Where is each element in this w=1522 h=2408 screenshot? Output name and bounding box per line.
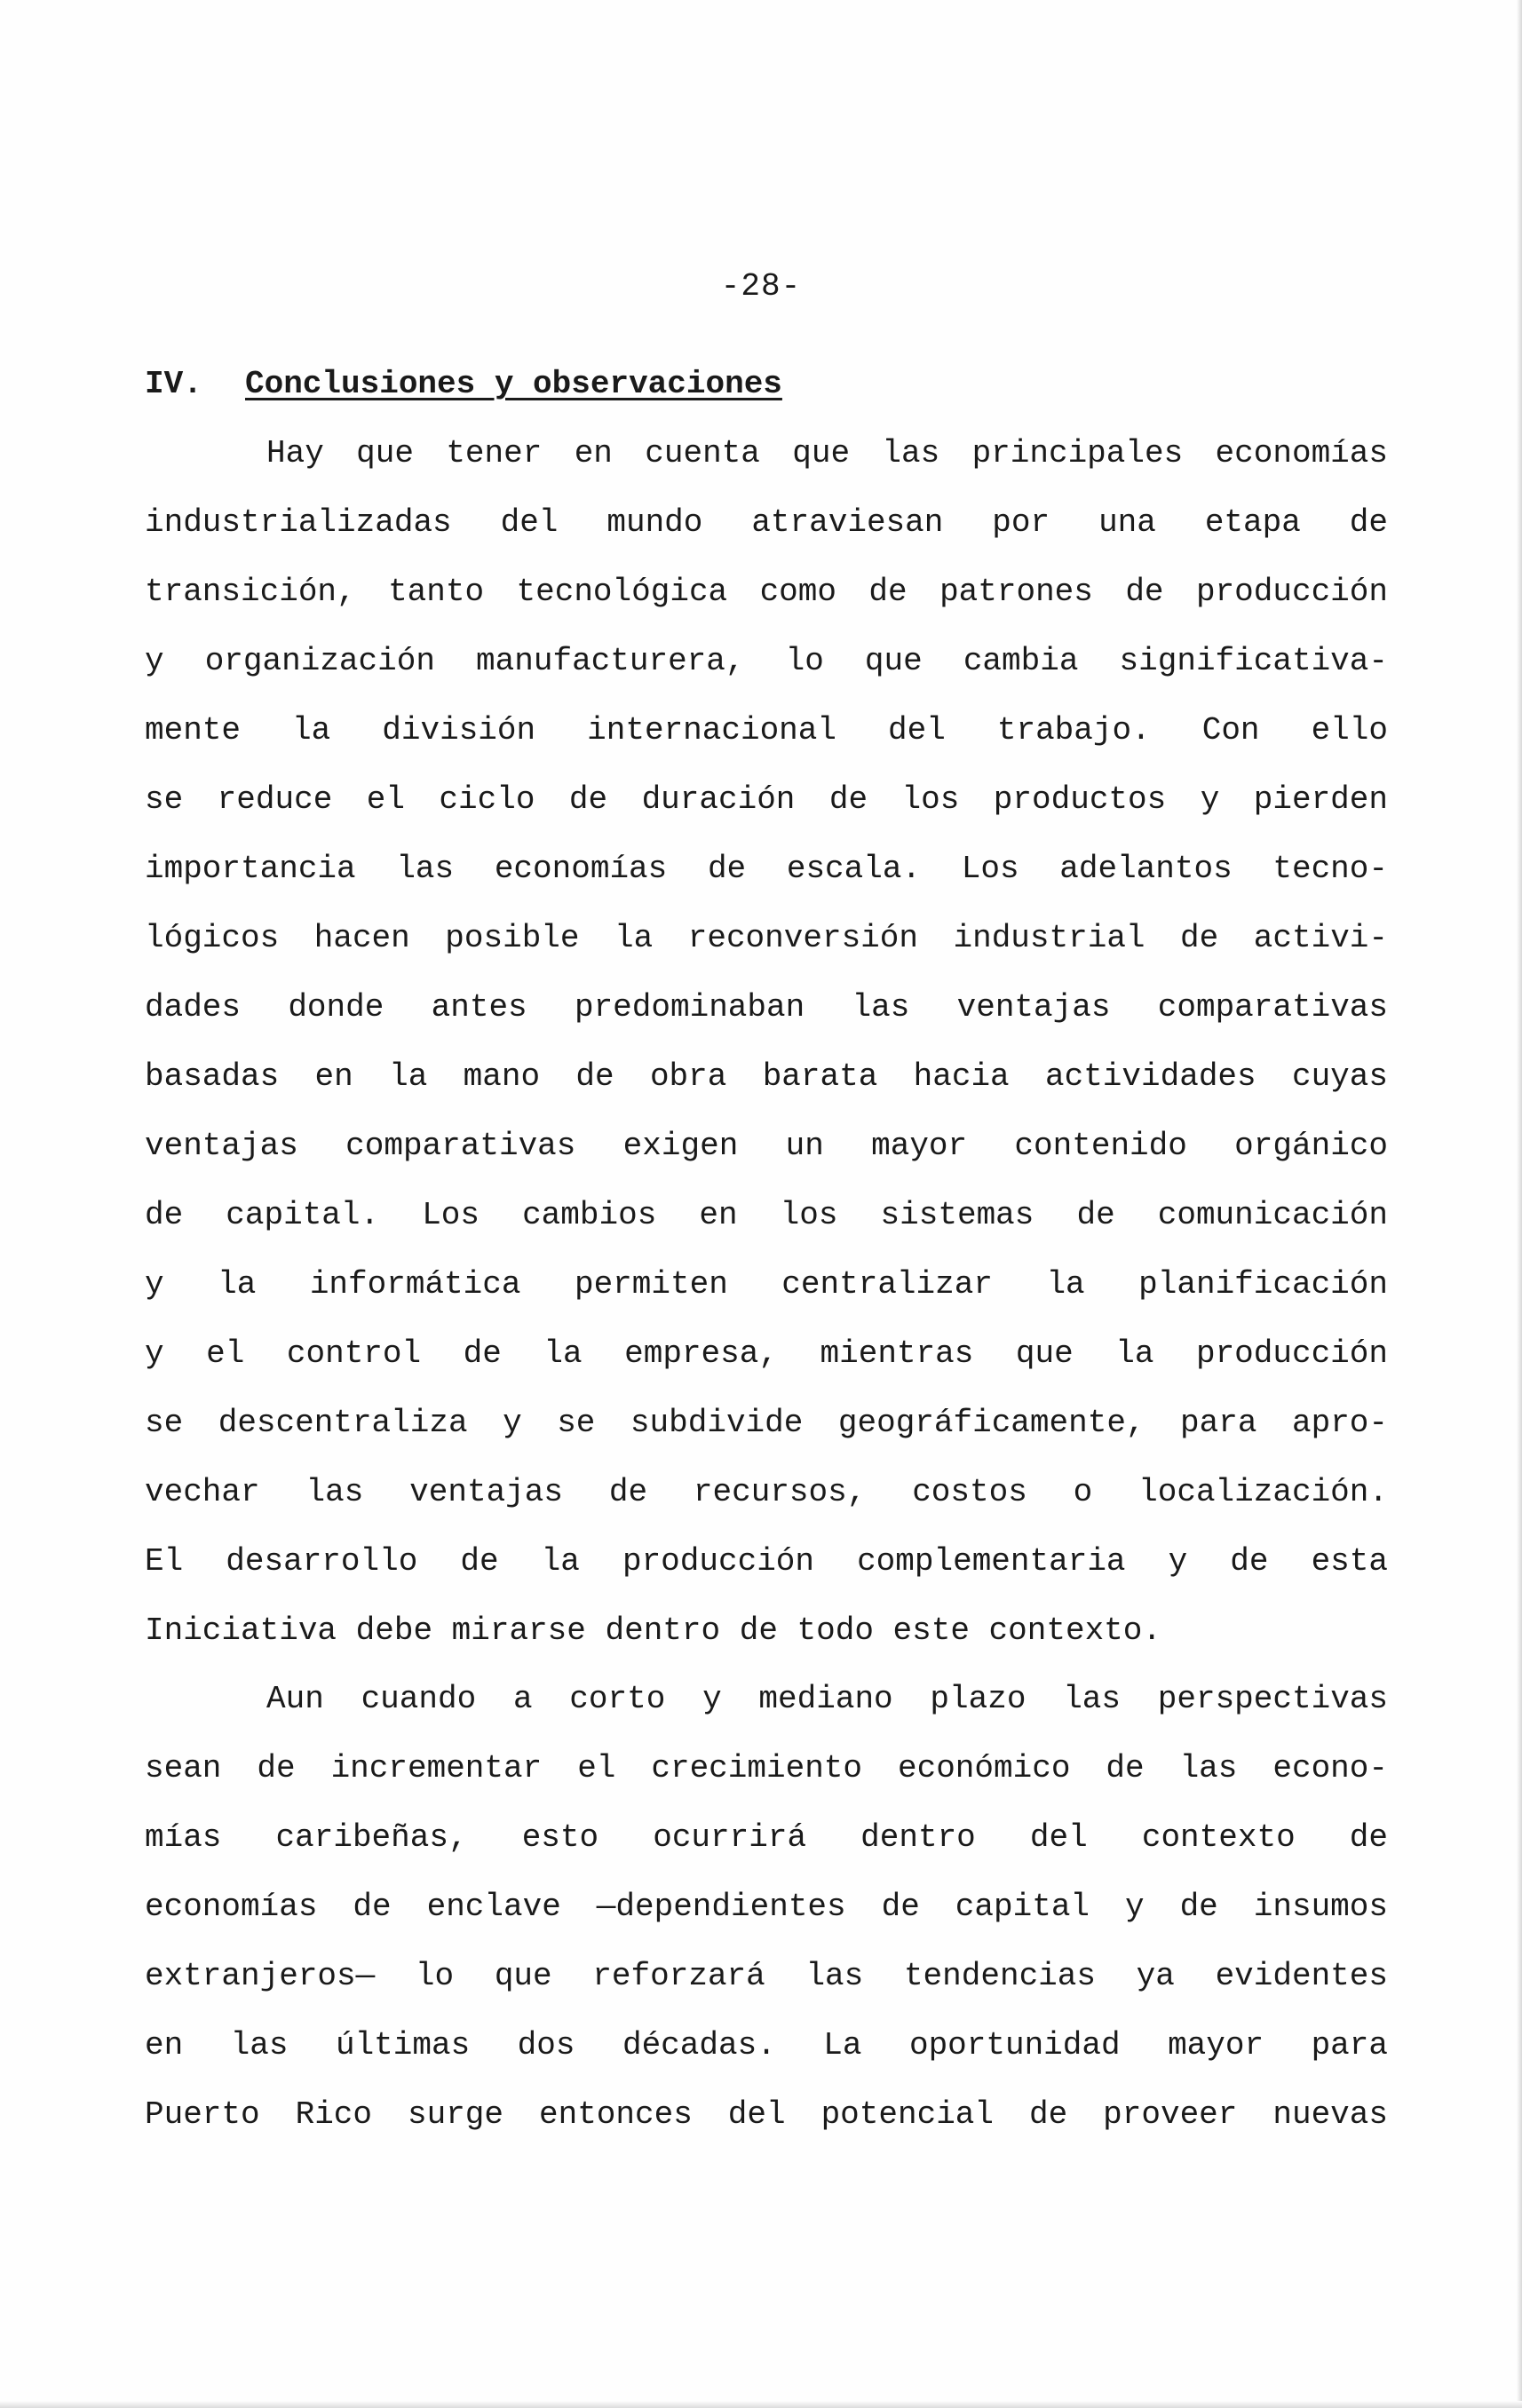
paragraph-1-line-13: y la informática permiten centralizar la planificación (145, 1266, 1388, 1303)
paragraph-1-line-1: Hay que tener en cuenta que las principales economías (266, 435, 1388, 471)
paragraph-1-line-2: industrializadas del mundo atraviesan por una etapa de (145, 504, 1388, 541)
section-heading (145, 366, 782, 402)
paragraph-2-line-7: Puerto Rico surge entonces del potencial de proveer nuevas (145, 2096, 1388, 2133)
page-bottom-shadow (0, 2401, 1522, 2408)
page-edge-shadow (1517, 0, 1522, 2408)
paragraph-1-line-8: lógicos hacen posible la reconversión industrial de activi- (145, 920, 1388, 956)
paragraph-1-line-11: ventajas comparativas exigen un mayor contenido orgánico (145, 1128, 1388, 1164)
paragraph-2-line-3: mías caribeñas, esto ocurrirá dentro del contexto de (145, 1819, 1388, 1856)
section-number: IV. (145, 366, 202, 402)
paragraph-1-line-9: dades donde antes predominaban las ventajas comparativas (145, 989, 1388, 1026)
section-title: Conclusiones y observaciones (245, 366, 782, 402)
paragraph-1-line-7: importancia las economías de escala. Los adelantos tecno- (145, 851, 1388, 887)
paragraph-1-line-16: vechar las ventajas de recursos, costos o localización. (145, 1474, 1388, 1510)
paragraph-1-line-15: se descentraliza y se subdivide geográficamente, para apro- (145, 1405, 1388, 1441)
page-number: -28- (720, 268, 802, 305)
paragraph-1-line-18: Iniciativa debe mirarse dentro de todo este contexto. (145, 1612, 1161, 1649)
paragraph-1-line-5: mente la división internacional del trabajo. Con ello (145, 712, 1388, 749)
paragraph-2-line-4: economías de enclave —dependientes de capital y de insumos (145, 1889, 1388, 1925)
paragraph-2-line-1: Aun cuando a corto y mediano plazo las perspectivas (266, 1681, 1388, 1717)
paragraph-1-line-10: basadas en la mano de obra barata hacia actividades cuyas (145, 1058, 1388, 1095)
paragraph-1-line-3: transición, tanto tecnológica como de patrones de producción (145, 574, 1388, 610)
paragraph-2-line-2: sean de incrementar el crecimiento económico de las econo- (145, 1750, 1388, 1786)
paragraph-1-line-17: El desarrollo de la producción complementaria y de esta (145, 1543, 1388, 1580)
paragraph-1-line-4: y organización manufacturera, lo que cambia significativa- (145, 643, 1388, 679)
paragraph-1-line-14: y el control de la empresa, mientras que la producción (145, 1335, 1388, 1372)
paragraph-1-line-6: se reduce el ciclo de duración de los productos y pierden (145, 781, 1388, 818)
paragraph-2-line-5: extranjeros— lo que reforzará las tendencias ya evidentes (145, 1958, 1388, 1994)
paragraph-1-line-12: de capital. Los cambios en los sistemas de comunicación (145, 1197, 1388, 1233)
paragraph-2-line-6: en las últimas dos décadas. La oportunidad mayor para (145, 2027, 1388, 2063)
